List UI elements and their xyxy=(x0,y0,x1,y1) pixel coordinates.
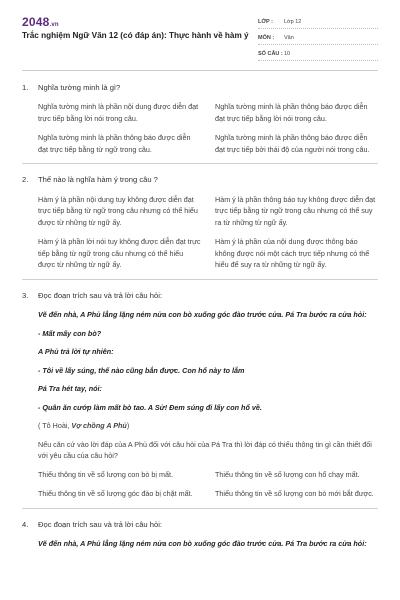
answer-option[interactable]: Hàm ý là phần của nội dung được thông báo không được nói một cách trực tiếp nhưng có thể hiểu để suy ra từ những từ ngữ ấy. xyxy=(215,237,370,270)
answer-option[interactable]: Thiếu thông tin về số lượng con bò bị mất. xyxy=(38,469,173,479)
question-divider xyxy=(22,508,378,509)
question-number: 3. xyxy=(22,290,29,300)
meta-label: SỐ CÂU : xyxy=(258,50,283,57)
meta-value: 10 xyxy=(284,50,291,57)
question-number: 4. xyxy=(22,520,29,529)
page-title: Trắc nghiệm Ngữ Văn 12 (có đáp án): Thực hành về hàm ý xyxy=(22,31,249,40)
meta-info xyxy=(258,16,378,64)
answer-option[interactable]: Thiếu thông tin về số lượng con bò mới bắt được. xyxy=(215,489,374,499)
meta-value: Lớp 12 xyxy=(284,18,302,25)
passage-line: A Phủ trả lời tự nhiên: xyxy=(38,347,114,357)
answer-option[interactable]: Nghĩa tường minh là phần nội dung được diễn đạt trực tiếp bằng lời nói trong câu. xyxy=(38,102,199,123)
answer-option[interactable]: Nghĩa tường minh là phần thông báo được diễn đạt trực tiếp bởi thái độ của người nói trong câu. xyxy=(215,133,370,154)
answer-options xyxy=(22,469,378,500)
meta-label: MÔN : xyxy=(258,34,275,41)
passage-line: - Mất mấy con bò? xyxy=(38,328,102,338)
answer-option[interactable]: Nghĩa tường minh là phần thông báo được diễn đạt trực tiếp bằng lời nói trong câu. xyxy=(215,102,368,123)
passage-line: Vẽ đến nhà, A Phủ lẳng lặng ném nửa con bò xuống góc đào trước cửa. Pá Tra bước ra cửa hỏi: xyxy=(38,310,367,320)
passage-line: - Tôi về lấy súng, thế nào cũng bắn được. Con hổ này to lắm xyxy=(38,365,245,375)
question-number: 2. xyxy=(22,175,29,185)
meta-label: LỚP : xyxy=(258,18,273,25)
question-divider xyxy=(22,279,378,280)
question-prompt: Nếu căn cứ vào lời đáp của A Phủ đối với câu hỏi của Pá Tra thì lời đáp có thiếu thông tin gì cần thiết đối với yêu cầu của câu hỏi? xyxy=(38,439,372,461)
meta-row-count xyxy=(258,48,378,61)
passage-line: - Quân ăn cướp làm mất bò tao. A Sử! Đem súng đi lấy con hổ về. xyxy=(38,402,262,412)
question-4 xyxy=(0,519,400,550)
question-text: Đọc đoạn trích sau và trả lời câu hỏi: xyxy=(38,520,163,529)
logo-main: 2048 xyxy=(22,15,50,29)
answer-option[interactable]: Hàm ý là phần thông báo tuy không được diễn đạt trực tiếp bằng từ ngữ trong câu nhưng có thể suy ra từ những từ ngữ ấy. xyxy=(215,194,376,227)
answer-options xyxy=(22,101,378,155)
source-author: ( Tô Hoài, xyxy=(38,421,72,431)
passage-line: Vẽ đến nhà, A Phủ lẳng lặng ném nửa con bò xuống góc đào trước cửa. Pá Tra bước ra cửa hỏi: xyxy=(38,539,367,549)
question-list xyxy=(0,82,400,557)
header-divider xyxy=(22,70,378,71)
question-divider xyxy=(22,163,378,164)
question-2 xyxy=(0,174,400,270)
meta-value: Văn xyxy=(284,34,294,41)
question-3 xyxy=(0,290,400,500)
site-logo[interactable] xyxy=(22,13,59,31)
logo-suffix: .vn xyxy=(49,22,59,28)
header xyxy=(0,0,400,72)
answer-options xyxy=(22,194,378,271)
question-text: Nghĩa tường minh là gì? xyxy=(38,83,121,92)
answer-option[interactable]: Nghĩa tường minh là phần thông báo được diễn đạt trực tiếp bằng từ ngữ trong câu. xyxy=(38,133,191,154)
question-1 xyxy=(0,82,400,155)
question-number: 1. xyxy=(22,83,29,92)
source-work-title: Vợ chồng A Phủ xyxy=(71,421,127,431)
passage-source xyxy=(22,420,378,432)
meta-row-subject xyxy=(258,32,378,45)
question-text: Đọc đoạn trích sau và trả lời câu hỏi: xyxy=(38,290,163,300)
source-close: ) xyxy=(126,421,130,431)
passage-line: Pá Tra hét tay, nói: xyxy=(38,384,102,394)
answer-option[interactable]: Thiếu thông tin về số lượng con hổ chạy mất. xyxy=(215,469,360,479)
answer-option[interactable]: Hàm ý là phần lời nói tuy không được diễn đạt trực tiếp bằng từ ngữ trong câu nhưng có thể hiểu được từ những từ ngữ ấy. xyxy=(38,237,201,270)
question-text: Thế nào là nghĩa hàm ý trong câu ? xyxy=(38,175,158,185)
meta-row-class xyxy=(258,16,378,29)
answer-option[interactable]: Hàm ý là phần nội dung tuy không được diễn đạt trực tiếp bằng từ ngữ trong câu nhưng có thể hiểu được từ những từ ngữ ấy. xyxy=(38,194,198,227)
answer-option[interactable]: Thiếu thông tin về số lượng góc đào bị chặt mất. xyxy=(38,489,193,499)
